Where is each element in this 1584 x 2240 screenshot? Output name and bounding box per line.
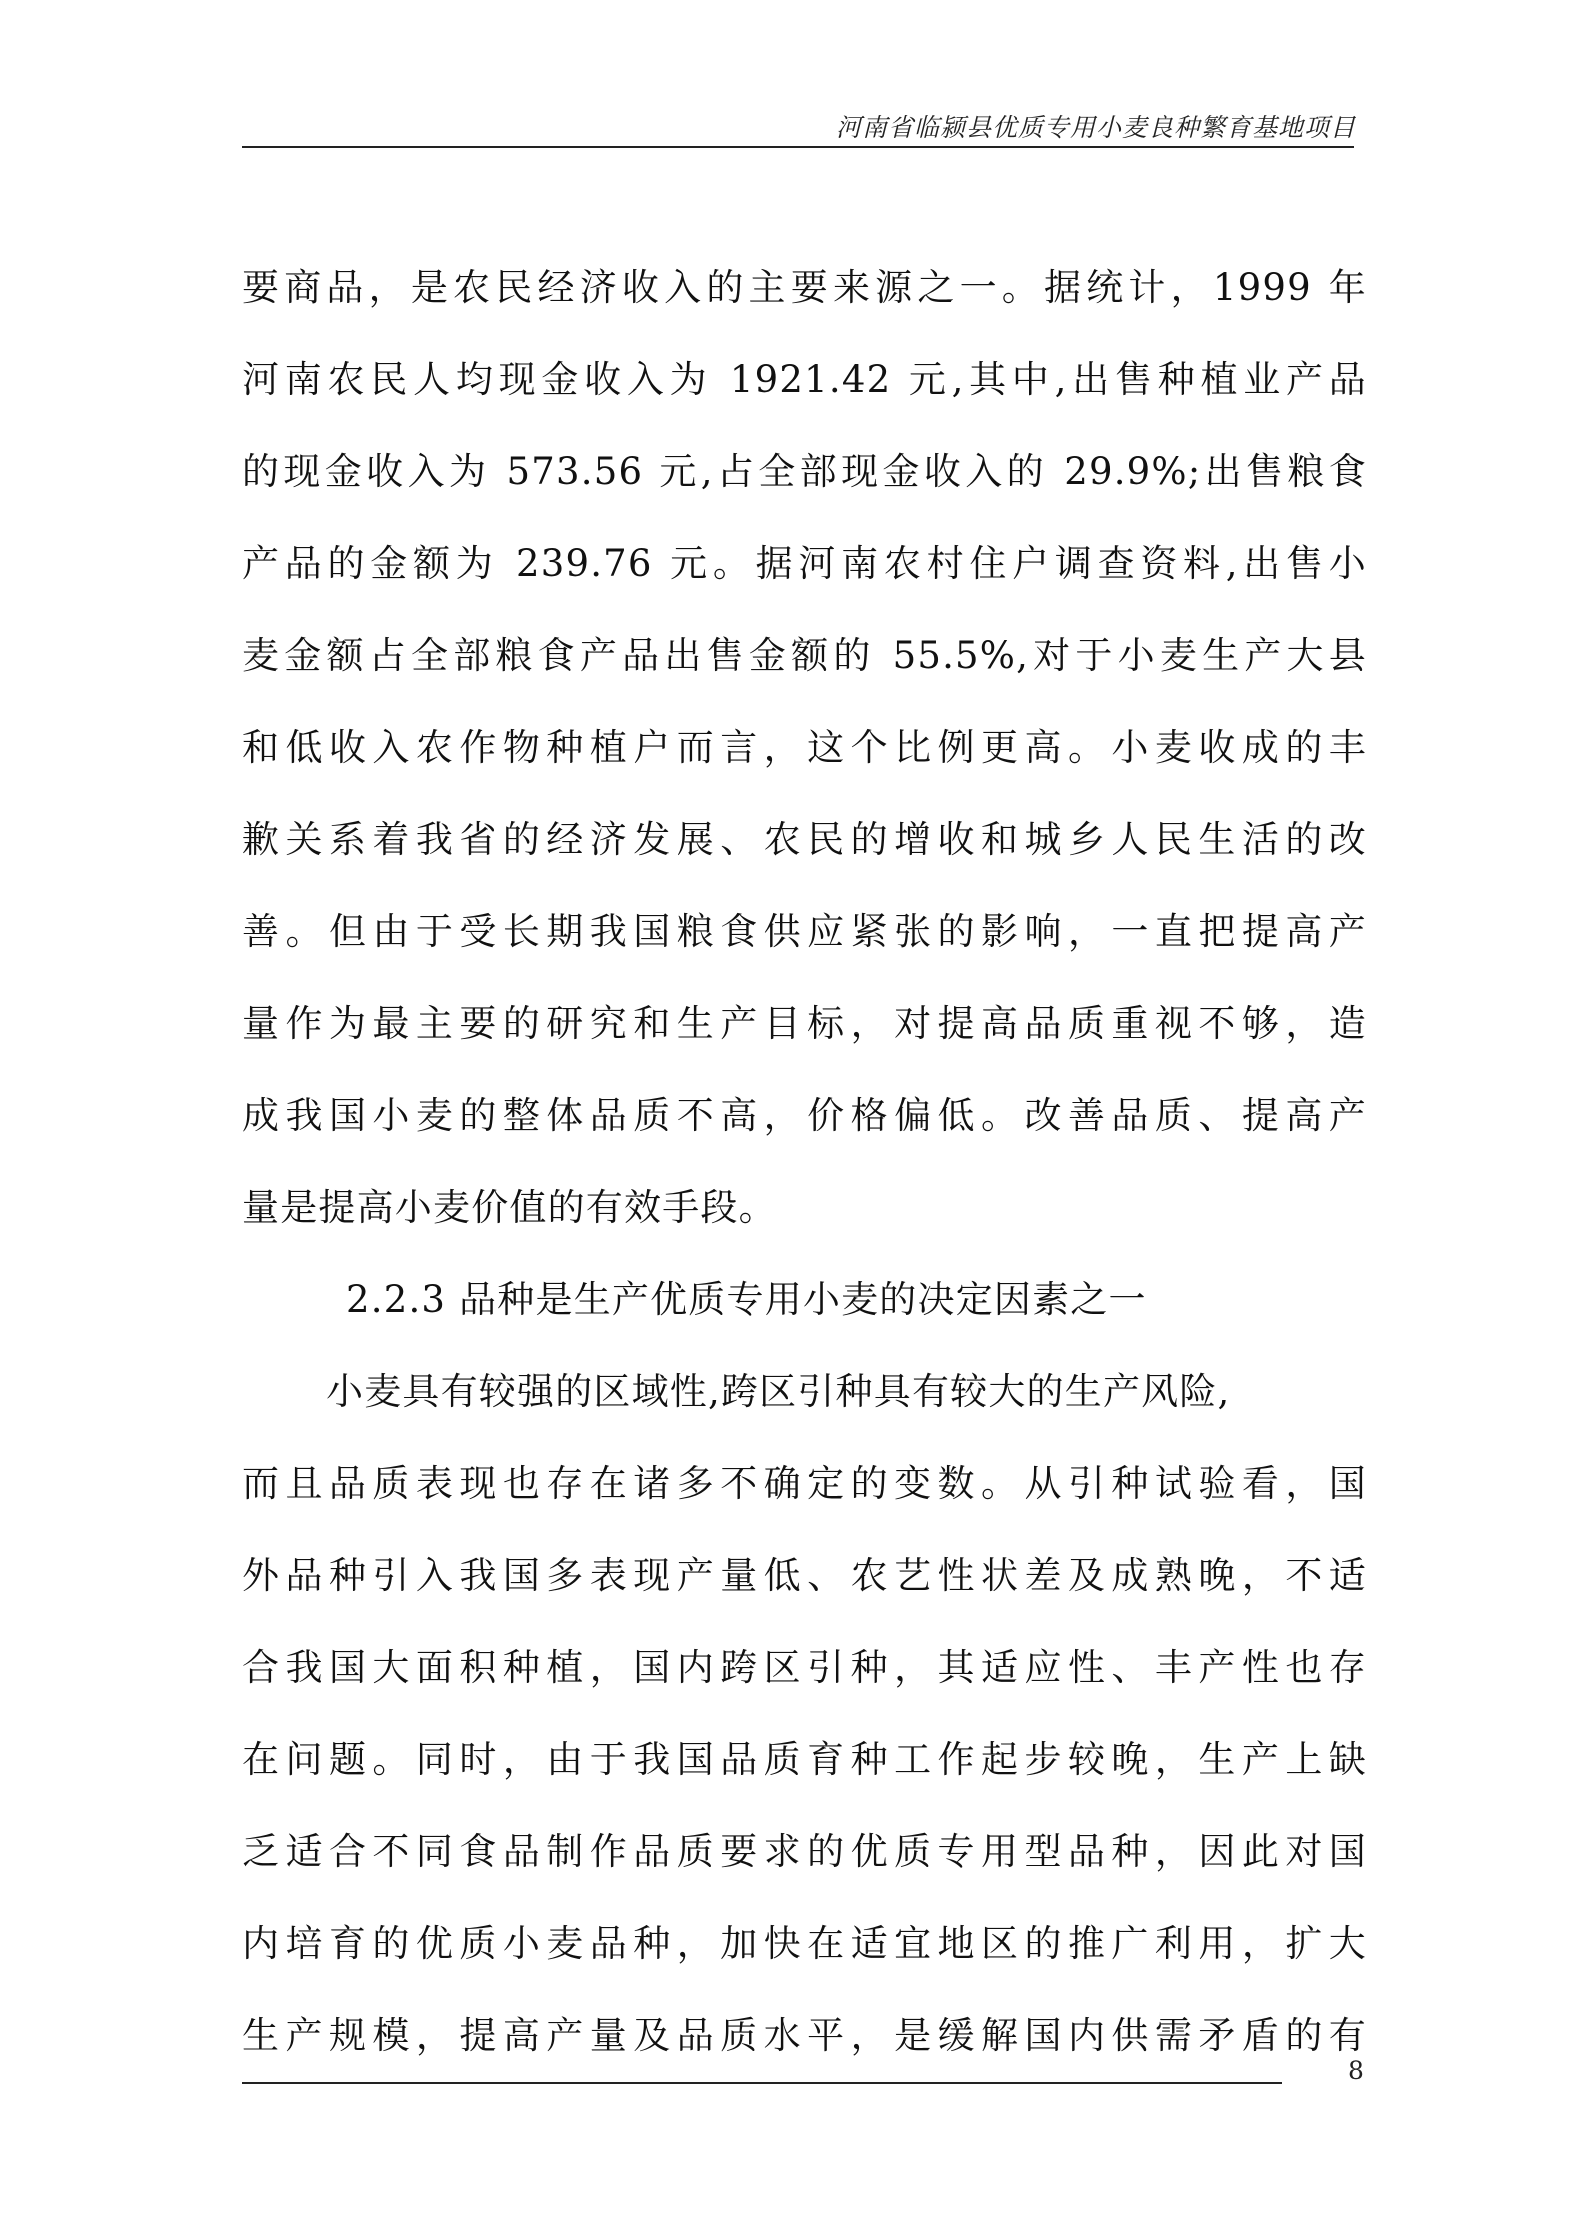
- text-line: 和低收入农作物种植户而言，这个比例更高。小麦收成的丰: [242, 726, 1367, 769]
- text-line: 的现金收入为 573.56 元,占全部现金收入的 29.9%;出售粮食: [242, 450, 1367, 493]
- document-body: [242, 242, 1367, 2082]
- text-line: 生产规模，提高产量及品质水平，是缓解国内供需矛盾的有: [242, 2014, 1367, 2057]
- paragraph-income-statistics: [242, 242, 1367, 1254]
- text-line: 乏适合不同食品制作品质要求的优质专用型品种，因此对国: [242, 1830, 1367, 1873]
- text-line: 量作为最主要的研究和生产目标，对提高品质重视不够，造: [242, 1002, 1367, 1045]
- text-line: 歉关系着我省的经济发展、农民的增收和城乡人民生活的改: [242, 818, 1367, 861]
- running-header: 河南省临颍县优质专用小麦良种繁育基地项目: [835, 113, 1356, 142]
- text-line: 麦金额占全部粮食产品出售金额的 55.5%,对于小麦生产大县: [242, 634, 1367, 677]
- text-line: 小麦具有较强的区域性,跨区引种具有较大的生产风险,: [326, 1370, 1231, 1413]
- text-line: 河南农民人均现金收入为 1921.42 元,其中,出售种植业产品: [242, 358, 1367, 401]
- paragraph-variety-factor: [242, 1346, 1367, 2082]
- footer-divider: [242, 2082, 1282, 2084]
- text-line: 善。但由于受长期我国粮食供应紧张的影响，一直把提高产: [242, 910, 1367, 953]
- text-line: 外品种引入我国多表现产量低、农艺性状差及成熟晚，不适: [242, 1554, 1367, 1597]
- text-line: 量是提高小麦价值的有效手段。: [242, 1186, 777, 1229]
- text-line: 内培育的优质小麦品种，加快在适宜地区的推广利用，扩大: [242, 1922, 1367, 1965]
- header-divider: [242, 146, 1354, 148]
- text-line: 而且品质表现也存在诸多不确定的变数。从引种试验看，国: [242, 1462, 1367, 1505]
- text-line: 在问题。同时，由于我国品质育种工作起步较晚，生产上缺: [242, 1738, 1367, 1781]
- text-line: 要商品，是农民经济收入的主要来源之一。据统计，1999 年: [242, 266, 1367, 309]
- section-heading: 2.2.3 品种是生产优质专用小麦的决定因素之一: [346, 1278, 1147, 1321]
- text-line: 成我国小麦的整体品质不高，价格偏低。改善品质、提高产: [242, 1094, 1367, 1137]
- text-line: 合我国大面积种植，国内跨区引种，其适应性、丰产性也存: [242, 1646, 1367, 1689]
- page-number: 8: [1348, 2056, 1364, 2085]
- text-line: 产品的金额为 239.76 元。据河南农村住户调查资料,出售小: [242, 542, 1367, 585]
